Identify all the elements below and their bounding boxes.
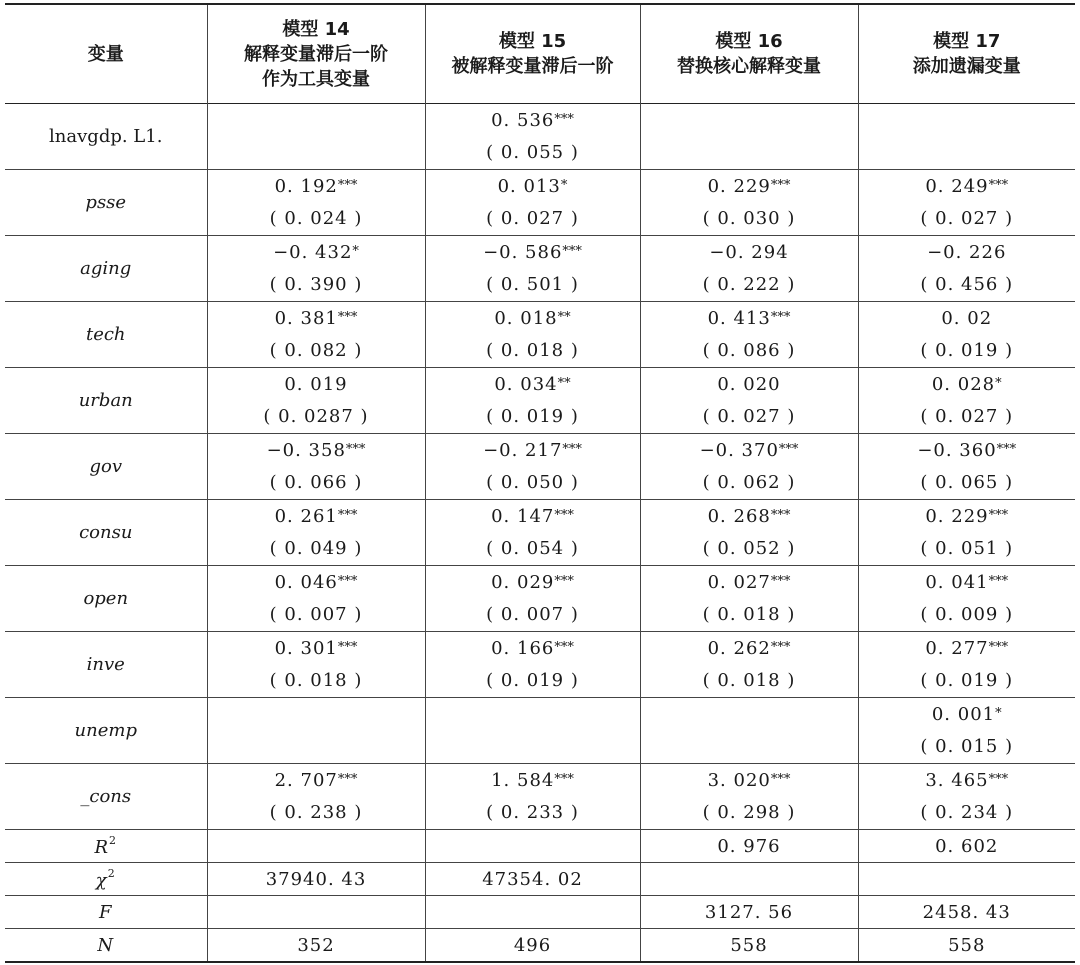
coef-cell bbox=[640, 764, 858, 830]
coefficient bbox=[208, 302, 425, 335]
standard-error: ( 0. 018 ) bbox=[486, 340, 579, 361]
coefficient-value: 0. 229 bbox=[707, 176, 771, 197]
coefficient-value: 0. 301 bbox=[274, 638, 338, 659]
standard-error: ( 0. 050 ) bbox=[486, 472, 579, 493]
coef-cell bbox=[207, 434, 425, 500]
coefficient-value: 0. 147 bbox=[491, 506, 555, 527]
significance-stars: *** bbox=[770, 772, 791, 787]
coef-cell bbox=[858, 170, 1075, 236]
standard-error: ( 0. 222 ) bbox=[702, 273, 796, 295]
stat-value: 47354. 02 bbox=[425, 863, 640, 896]
coef-cell bbox=[640, 632, 858, 698]
significance-stars: *** bbox=[554, 640, 574, 655]
coefficient-value: 0. 536 bbox=[491, 110, 555, 131]
significance-stars: *** bbox=[554, 574, 574, 589]
stat-label bbox=[5, 896, 207, 929]
coef-cell bbox=[425, 104, 640, 170]
stat-value bbox=[207, 830, 425, 863]
stat-label bbox=[5, 929, 207, 963]
coef-cell bbox=[425, 236, 640, 302]
significance-stars: *** bbox=[988, 772, 1009, 787]
coefficient-value: 0. 029 bbox=[491, 572, 555, 593]
coefficient bbox=[208, 236, 425, 269]
stat-value: 0. 602 bbox=[858, 830, 1075, 863]
coefficient-value: 1. 584 bbox=[491, 770, 555, 791]
significance-stars: *** bbox=[770, 574, 791, 589]
header-line: 模型 17 bbox=[933, 31, 1001, 52]
coefficient-value: 0. 381 bbox=[274, 308, 338, 329]
significance-stars: ** bbox=[557, 376, 571, 391]
coefficient-value: 0. 192 bbox=[274, 176, 338, 197]
table-row bbox=[5, 632, 1075, 698]
coef-cell bbox=[640, 434, 858, 500]
coefficient bbox=[641, 566, 858, 599]
standard-error: ( 0. 027 ) bbox=[486, 208, 579, 229]
significance-stars: *** bbox=[337, 310, 358, 325]
stat-value bbox=[425, 896, 640, 929]
coef-cell bbox=[207, 764, 425, 830]
variable-name: urban bbox=[78, 390, 133, 411]
standard-error: ( 0. 456 ) bbox=[920, 273, 1014, 295]
standard-error: ( 0. 024 ) bbox=[269, 208, 363, 229]
significance-stars: *** bbox=[988, 640, 1009, 655]
coefficient bbox=[208, 632, 425, 665]
coef-cell bbox=[640, 698, 858, 764]
coefficient bbox=[426, 236, 640, 269]
coefficient-value: 3. 020 bbox=[707, 770, 771, 791]
coefficient bbox=[208, 369, 425, 401]
standard-error: ( 0. 065 ) bbox=[920, 472, 1014, 493]
coefficient bbox=[426, 104, 640, 137]
significance-stars: *** bbox=[562, 442, 582, 457]
coefficient bbox=[641, 302, 858, 335]
table-row bbox=[5, 104, 1075, 170]
variable-name: tech bbox=[85, 324, 126, 345]
header-line: 被解释变量滞后一阶 bbox=[451, 56, 614, 77]
stat-symbol: χ bbox=[95, 870, 108, 891]
significance-stars: *** bbox=[337, 772, 358, 787]
coef-cell bbox=[425, 434, 640, 500]
coefficient-value: 2. 707 bbox=[274, 770, 338, 791]
coef-cell bbox=[425, 170, 640, 236]
stat-symbol: R bbox=[94, 837, 110, 858]
stat-value: 2458. 43 bbox=[858, 896, 1075, 929]
coefficient-value: −0. 360 bbox=[917, 440, 997, 461]
coef-cell bbox=[640, 500, 858, 566]
coef-cell bbox=[425, 302, 640, 368]
coef-cell bbox=[858, 698, 1075, 764]
significance-stars: *** bbox=[337, 508, 358, 523]
standard-error: ( 0. 030 ) bbox=[702, 208, 796, 229]
standard-error: ( 0. 0287 ) bbox=[263, 405, 369, 427]
coefficient bbox=[859, 303, 1076, 335]
standard-error: ( 0. 390 ) bbox=[269, 274, 363, 295]
coef-cell bbox=[207, 632, 425, 698]
coefficient bbox=[426, 764, 640, 797]
header-variable: 变量 bbox=[87, 43, 124, 65]
coef-cell bbox=[425, 698, 640, 764]
standard-error: ( 0. 007 ) bbox=[269, 604, 363, 625]
coef-cell bbox=[207, 104, 425, 170]
coefficient bbox=[641, 434, 858, 467]
significance-stars: *** bbox=[337, 178, 358, 193]
variable-name: inve bbox=[86, 654, 125, 675]
coefficient bbox=[859, 632, 1076, 665]
significance-stars: *** bbox=[562, 244, 582, 259]
coefficient-value: −0. 226 bbox=[927, 241, 1007, 263]
coef-cell bbox=[425, 632, 640, 698]
significance-stars: * bbox=[560, 178, 568, 193]
stat-value: 3127. 56 bbox=[640, 896, 858, 929]
standard-error: ( 0. 052 ) bbox=[702, 538, 796, 559]
coefficient-value: 3. 465 bbox=[925, 770, 989, 791]
table-row bbox=[5, 434, 1075, 500]
coefficient bbox=[859, 500, 1076, 533]
coefficient-value: 0. 277 bbox=[925, 638, 989, 659]
coef-cell bbox=[425, 500, 640, 566]
variable-name: aging bbox=[80, 258, 132, 279]
coefficient bbox=[859, 434, 1076, 467]
header-row bbox=[5, 4, 1075, 104]
stat-value bbox=[640, 863, 858, 896]
coefficient-value: 0. 027 bbox=[707, 572, 771, 593]
coef-cell bbox=[640, 566, 858, 632]
coefficient bbox=[426, 368, 640, 401]
coefficient bbox=[859, 237, 1076, 269]
table-row bbox=[5, 698, 1075, 764]
stat-label bbox=[5, 863, 207, 896]
significance-stars: * bbox=[352, 244, 359, 259]
coefficient bbox=[641, 632, 858, 665]
coefficient bbox=[208, 500, 425, 533]
coef-cell bbox=[858, 236, 1075, 302]
coefficient bbox=[859, 698, 1076, 731]
stat-symbol: N bbox=[97, 934, 115, 956]
stat-value: 37940. 43 bbox=[207, 863, 425, 896]
table-row bbox=[5, 566, 1075, 632]
table-row bbox=[5, 170, 1075, 236]
coefficient-value: 0. 413 bbox=[707, 308, 771, 329]
coefficient bbox=[426, 566, 640, 599]
stat-value: 352 bbox=[207, 929, 425, 963]
coefficient bbox=[641, 500, 858, 533]
header-model-17 bbox=[858, 4, 1075, 104]
stat-superscript: 2 bbox=[107, 867, 116, 880]
coefficient-value: 0. 028 bbox=[931, 374, 996, 395]
stat-value bbox=[207, 896, 425, 929]
significance-stars: *** bbox=[554, 772, 574, 787]
stat-value bbox=[858, 863, 1075, 896]
standard-error: ( 0. 233 ) bbox=[486, 802, 579, 823]
variable-name: unemp bbox=[74, 720, 137, 741]
standard-error: ( 0. 027 ) bbox=[920, 208, 1014, 229]
standard-error: ( 0. 501 ) bbox=[486, 274, 579, 295]
stat-value: 496 bbox=[425, 929, 640, 963]
coef-cell bbox=[858, 368, 1075, 434]
coefficient-value: −0. 294 bbox=[709, 241, 789, 263]
coefficient bbox=[641, 237, 858, 269]
stat-value bbox=[425, 830, 640, 863]
header-line: 解释变量滞后一阶 bbox=[244, 43, 388, 65]
coefficient bbox=[426, 632, 640, 665]
coefficient-value: 0. 229 bbox=[925, 506, 989, 527]
coefficient bbox=[426, 434, 640, 467]
header-model-14 bbox=[207, 4, 425, 104]
coef-cell bbox=[858, 566, 1075, 632]
table-row bbox=[5, 500, 1075, 566]
coefficient-value: −0. 370 bbox=[699, 440, 779, 461]
standard-error: ( 0. 049 ) bbox=[269, 538, 363, 559]
coefficient-value: 0. 249 bbox=[925, 176, 989, 197]
coefficient-value: 0. 041 bbox=[925, 572, 989, 593]
standard-error: ( 0. 018 ) bbox=[702, 670, 796, 691]
coefficient bbox=[859, 764, 1076, 797]
standard-error: ( 0. 055 ) bbox=[486, 142, 579, 163]
header-model-16 bbox=[640, 4, 858, 104]
stat-row bbox=[5, 929, 1075, 963]
coefficient-value: −0. 586 bbox=[483, 242, 563, 263]
standard-error: ( 0. 082 ) bbox=[269, 340, 363, 361]
coefficient bbox=[208, 566, 425, 599]
coefficient-value: 0. 02 bbox=[941, 307, 993, 329]
significance-stars: *** bbox=[337, 640, 358, 655]
stat-row bbox=[5, 830, 1075, 863]
coefficient-value: 0. 261 bbox=[274, 506, 338, 527]
coefficient-value: 0. 020 bbox=[717, 373, 781, 395]
significance-stars: *** bbox=[770, 640, 791, 655]
coefficient bbox=[859, 170, 1076, 203]
header-line: 模型 15 bbox=[498, 31, 567, 52]
coefficient-value: 0. 018 bbox=[494, 308, 558, 329]
header-line: 添加遗漏变量 bbox=[912, 56, 1021, 77]
coef-cell bbox=[858, 764, 1075, 830]
coef-cell bbox=[425, 764, 640, 830]
coefficient-value: 0. 268 bbox=[707, 506, 771, 527]
coef-cell bbox=[858, 302, 1075, 368]
coef-cell bbox=[858, 434, 1075, 500]
header-line: 作为工具变量 bbox=[262, 68, 370, 90]
standard-error: ( 0. 019 ) bbox=[920, 339, 1014, 361]
coefficient bbox=[641, 170, 858, 203]
coefficient-value: −0. 358 bbox=[266, 440, 346, 461]
coefficient-value: 0. 166 bbox=[491, 638, 555, 659]
significance-stars: *** bbox=[554, 112, 574, 127]
coefficient-value: 0. 019 bbox=[284, 373, 348, 395]
table-row bbox=[5, 764, 1075, 830]
significance-stars: *** bbox=[345, 442, 366, 457]
standard-error: ( 0. 054 ) bbox=[486, 538, 579, 559]
standard-error: ( 0. 027 ) bbox=[920, 406, 1014, 427]
standard-error: ( 0. 234 ) bbox=[920, 802, 1014, 823]
coef-cell bbox=[858, 632, 1075, 698]
standard-error: ( 0. 238 ) bbox=[269, 802, 363, 823]
coefficient bbox=[208, 434, 425, 467]
standard-error: ( 0. 007 ) bbox=[486, 604, 579, 625]
coef-cell bbox=[425, 566, 640, 632]
significance-stars: *** bbox=[778, 442, 799, 457]
standard-error: ( 0. 062 ) bbox=[702, 472, 796, 493]
standard-error: ( 0. 019 ) bbox=[486, 406, 579, 427]
variable-name: gov bbox=[89, 456, 123, 477]
significance-stars: *** bbox=[554, 508, 574, 523]
coefficient-value: −0. 217 bbox=[483, 440, 563, 461]
stat-value: 558 bbox=[858, 929, 1075, 963]
stat-symbol: F bbox=[99, 901, 113, 923]
coefficient-value: 0. 034 bbox=[494, 374, 558, 395]
coefficient bbox=[208, 764, 425, 797]
significance-stars: *** bbox=[996, 442, 1017, 457]
stat-value: 0. 976 bbox=[640, 830, 858, 863]
coefficient bbox=[859, 566, 1076, 599]
coef-cell bbox=[207, 302, 425, 368]
coefficient-value: −0. 432 bbox=[273, 242, 353, 263]
coefficient-value: 0. 046 bbox=[274, 572, 338, 593]
significance-stars: *** bbox=[988, 574, 1009, 589]
table-row bbox=[5, 302, 1075, 368]
coefficient bbox=[426, 170, 640, 203]
coef-cell bbox=[207, 698, 425, 764]
coef-cell bbox=[207, 236, 425, 302]
stat-label bbox=[5, 830, 207, 863]
significance-stars: *** bbox=[988, 178, 1009, 193]
coef-cell bbox=[207, 566, 425, 632]
standard-error: ( 0. 066 ) bbox=[269, 472, 363, 493]
coef-cell bbox=[640, 368, 858, 434]
significance-stars: *** bbox=[337, 574, 358, 589]
coef-cell bbox=[858, 500, 1075, 566]
coef-cell bbox=[640, 236, 858, 302]
significance-stars: *** bbox=[770, 178, 791, 193]
stat-value: 558 bbox=[640, 929, 858, 963]
coef-cell bbox=[640, 104, 858, 170]
significance-stars: *** bbox=[770, 508, 791, 523]
standard-error: ( 0. 027 ) bbox=[702, 405, 796, 427]
coefficient bbox=[208, 170, 425, 203]
standard-error: ( 0. 086 ) bbox=[702, 340, 796, 361]
variable-name: _cons bbox=[80, 786, 132, 807]
stat-superscript: 2 bbox=[109, 834, 118, 847]
coefficient-value: 0. 013 bbox=[497, 176, 561, 197]
variable-name: consu bbox=[79, 522, 133, 543]
stat-row bbox=[5, 896, 1075, 929]
significance-stars: * bbox=[995, 706, 1002, 721]
standard-error: ( 0. 015 ) bbox=[920, 736, 1014, 757]
coef-cell bbox=[640, 170, 858, 236]
coefficient bbox=[641, 369, 858, 401]
significance-stars: * bbox=[995, 376, 1002, 391]
coef-cell bbox=[858, 104, 1075, 170]
header-line: 模型 14 bbox=[282, 18, 350, 40]
standard-error: ( 0. 018 ) bbox=[702, 604, 796, 625]
coef-cell bbox=[207, 170, 425, 236]
standard-error: ( 0. 018 ) bbox=[269, 670, 363, 691]
coefficient bbox=[859, 368, 1076, 401]
standard-error: ( 0. 019 ) bbox=[920, 670, 1014, 691]
standard-error: ( 0. 051 ) bbox=[920, 538, 1014, 559]
coefficient-value: 0. 262 bbox=[707, 638, 771, 659]
header-line: 模型 16 bbox=[715, 31, 783, 52]
coefficient bbox=[426, 302, 640, 335]
table-row bbox=[5, 368, 1075, 434]
standard-error: ( 0. 009 ) bbox=[920, 604, 1014, 625]
standard-error: ( 0. 298 ) bbox=[702, 802, 796, 823]
coef-cell bbox=[207, 500, 425, 566]
significance-stars: *** bbox=[988, 508, 1009, 523]
variable-name: open bbox=[83, 588, 129, 609]
significance-stars: ** bbox=[557, 310, 571, 325]
variable-name: psse bbox=[85, 192, 127, 213]
coefficient bbox=[426, 500, 640, 533]
coef-cell bbox=[425, 368, 640, 434]
coef-cell bbox=[640, 302, 858, 368]
coefficient-value: 0. 001 bbox=[931, 704, 996, 725]
table-body bbox=[5, 104, 1075, 963]
regression-table bbox=[5, 3, 1075, 963]
table-row bbox=[5, 236, 1075, 302]
coef-cell bbox=[207, 368, 425, 434]
standard-error: ( 0. 019 ) bbox=[486, 670, 579, 691]
stat-row bbox=[5, 863, 1075, 896]
header-model-15 bbox=[425, 4, 640, 104]
header-line: 替换核心解释变量 bbox=[677, 56, 821, 77]
variable-name: lnavgdp. L1. bbox=[49, 126, 163, 147]
significance-stars: *** bbox=[770, 310, 791, 325]
coefficient bbox=[641, 764, 858, 797]
